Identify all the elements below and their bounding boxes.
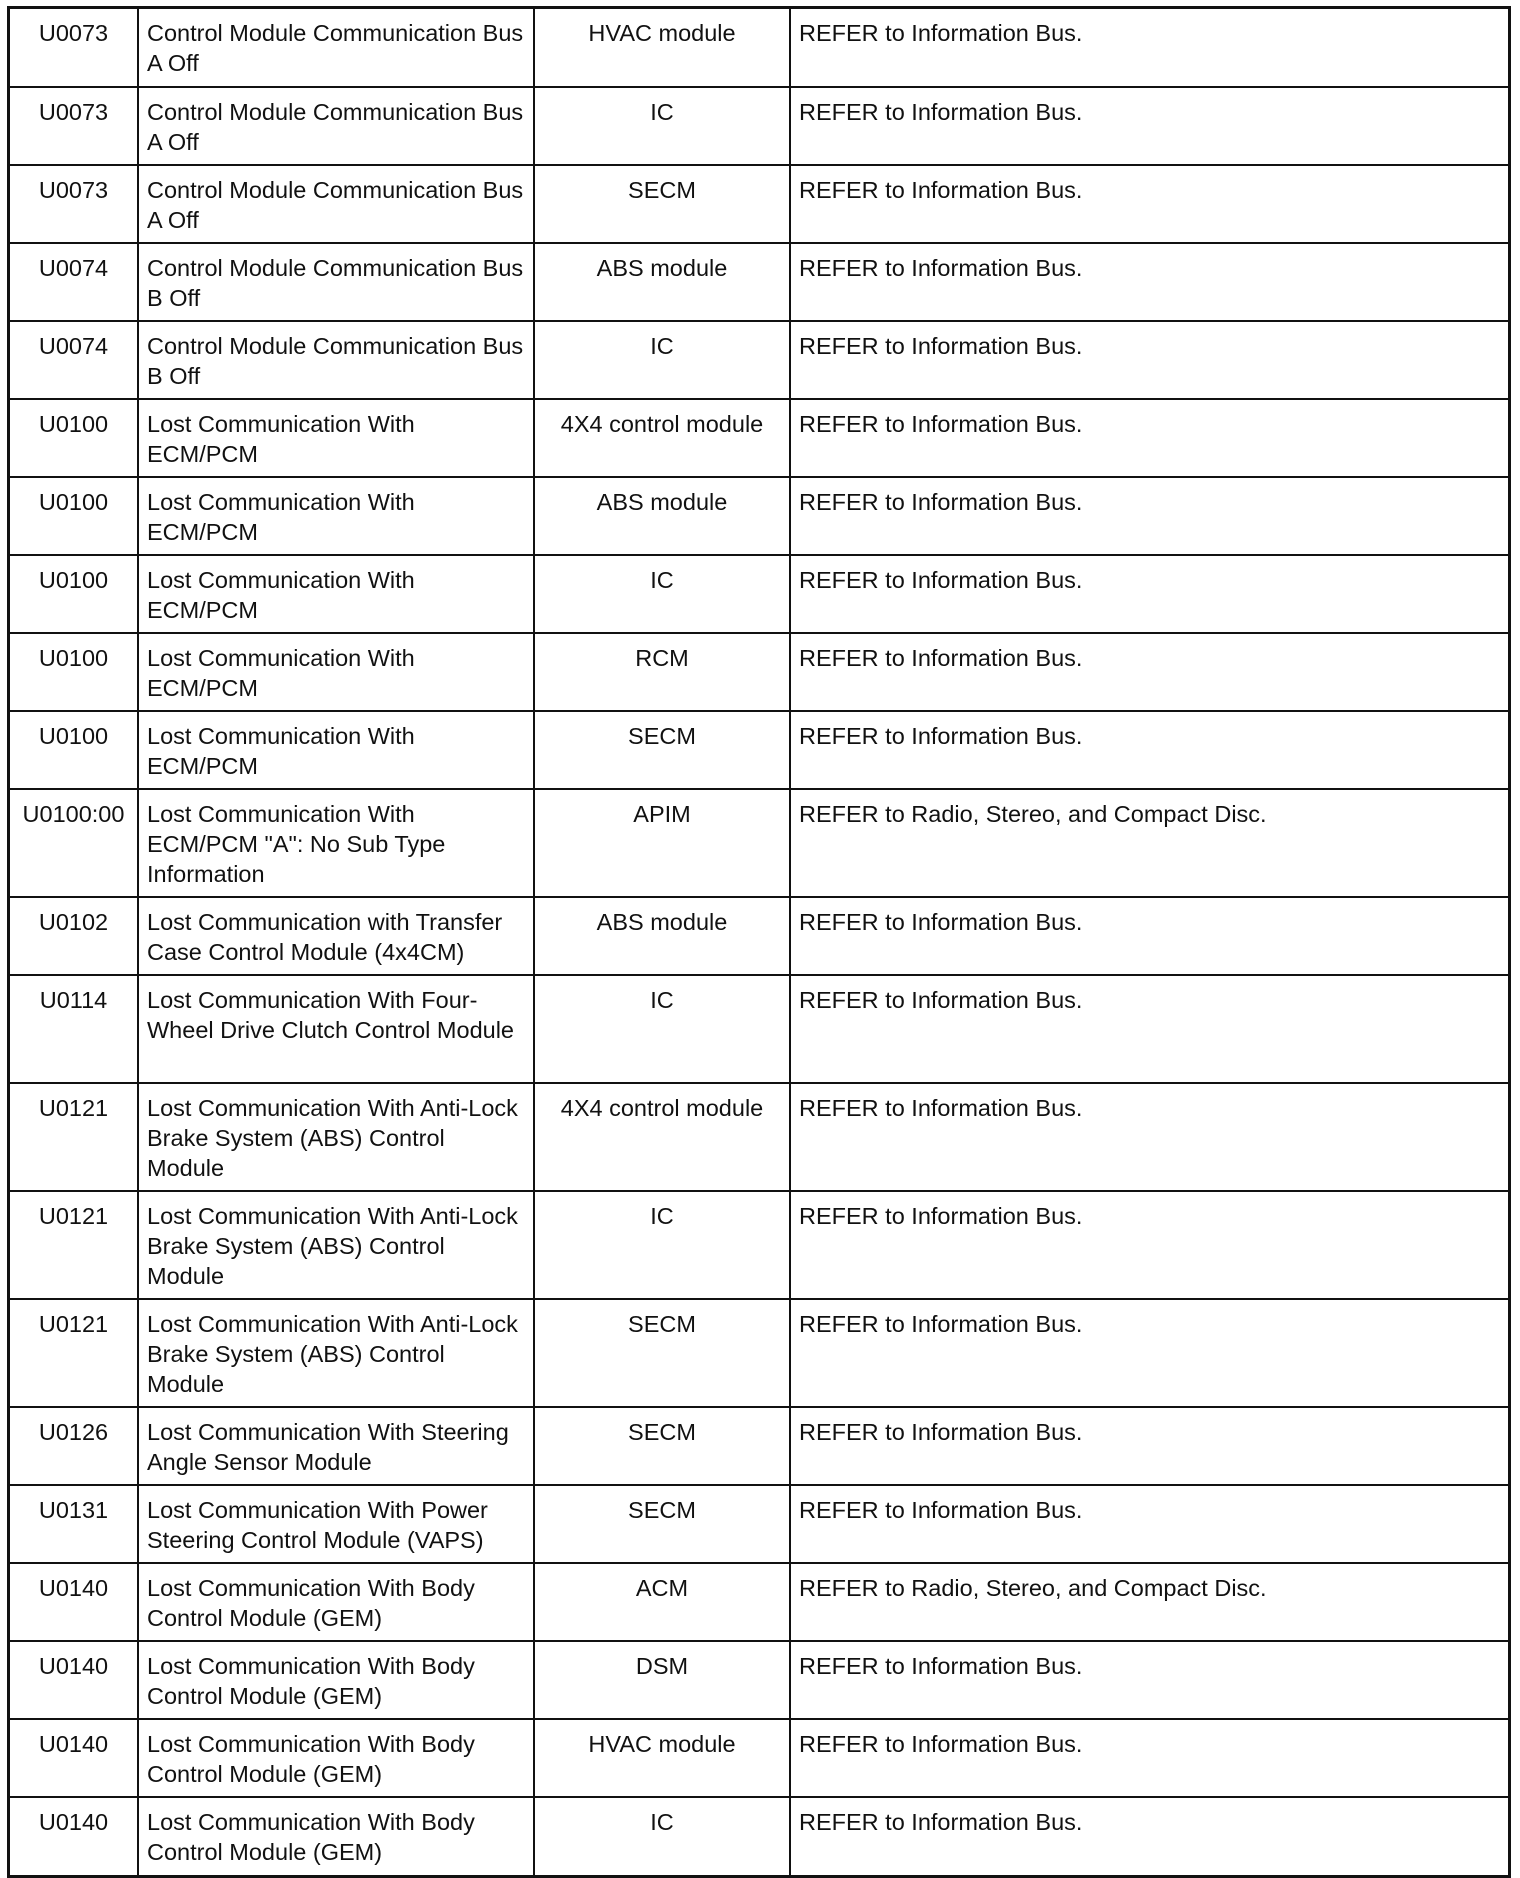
- table-row: [10, 399, 1508, 477]
- module-cell: IC: [534, 555, 790, 633]
- description-cell: Control Module Communication Bus B Off: [138, 243, 534, 321]
- action-cell: REFER to Information Bus.: [790, 633, 1508, 711]
- dtc-code-cell: U0100: [10, 633, 138, 711]
- dtc-code-cell: U0140: [10, 1719, 138, 1797]
- action-cell: REFER to Information Bus.: [790, 477, 1508, 555]
- table-row: [10, 1719, 1508, 1797]
- action-cell: REFER to Information Bus.: [790, 9, 1508, 87]
- table-row: [10, 1083, 1508, 1191]
- module-cell: 4X4 control module: [534, 399, 790, 477]
- action-cell: REFER to Information Bus.: [790, 555, 1508, 633]
- dtc-code-cell: U0114: [10, 975, 138, 1083]
- description-cell: Lost Communication With Body Control Module (GEM): [138, 1719, 534, 1797]
- dtc-table: [10, 9, 1508, 1875]
- dtc-table-sheet: [7, 6, 1511, 1878]
- table-row: [10, 1299, 1508, 1407]
- dtc-code-cell: U0100: [10, 711, 138, 789]
- table-row: [10, 9, 1508, 87]
- dtc-code-cell: U0140: [10, 1797, 138, 1875]
- table-row: [10, 243, 1508, 321]
- action-cell: REFER to Information Bus.: [790, 1797, 1508, 1875]
- description-cell: Lost Communication With Anti-Lock Brake System (ABS) Control Module: [138, 1191, 534, 1299]
- description-cell: Lost Communication With ECM/PCM: [138, 399, 534, 477]
- table-row: [10, 1191, 1508, 1299]
- table-row: [10, 975, 1508, 1083]
- dtc-code-cell: U0121: [10, 1083, 138, 1191]
- table-row: [10, 477, 1508, 555]
- description-cell: Control Module Communication Bus A Off: [138, 87, 534, 165]
- description-cell: Lost Communication With ECM/PCM: [138, 477, 534, 555]
- description-cell: Lost Communication With Body Control Module (GEM): [138, 1641, 534, 1719]
- action-cell: REFER to Information Bus.: [790, 1641, 1508, 1719]
- module-cell: SECM: [534, 165, 790, 243]
- description-cell: Lost Communication With Power Steering Control Module (VAPS): [138, 1485, 534, 1563]
- description-cell: Lost Communication With Anti-Lock Brake System (ABS) Control Module: [138, 1299, 534, 1407]
- action-cell: REFER to Information Bus.: [790, 1407, 1508, 1485]
- module-cell: IC: [534, 975, 790, 1083]
- table-row: [10, 321, 1508, 399]
- description-cell: Lost Communication With Four-Wheel Drive Clutch Control Module: [138, 975, 534, 1083]
- action-cell: REFER to Information Bus.: [790, 1719, 1508, 1797]
- dtc-code-cell: U0100:00: [10, 789, 138, 897]
- description-cell: Control Module Communication Bus A Off: [138, 9, 534, 87]
- description-cell: Lost Communication With ECM/PCM: [138, 633, 534, 711]
- action-cell: REFER to Radio, Stereo, and Compact Disc.: [790, 789, 1508, 897]
- action-cell: REFER to Information Bus.: [790, 711, 1508, 789]
- dtc-code-cell: U0102: [10, 897, 138, 975]
- table-row: [10, 1485, 1508, 1563]
- table-row: [10, 1641, 1508, 1719]
- description-cell: Lost Communication with Transfer Case Control Module (4x4CM): [138, 897, 534, 975]
- table-row: [10, 1407, 1508, 1485]
- action-cell: REFER to Information Bus.: [790, 1485, 1508, 1563]
- action-cell: REFER to Information Bus.: [790, 87, 1508, 165]
- description-cell: Lost Communication With ECM/PCM: [138, 555, 534, 633]
- table-row: [10, 711, 1508, 789]
- module-cell: RCM: [534, 633, 790, 711]
- module-cell: APIM: [534, 789, 790, 897]
- action-cell: REFER to Information Bus.: [790, 399, 1508, 477]
- module-cell: ACM: [534, 1563, 790, 1641]
- dtc-code-cell: U0100: [10, 399, 138, 477]
- module-cell: ABS module: [534, 243, 790, 321]
- dtc-code-cell: U0073: [10, 165, 138, 243]
- action-cell: REFER to Information Bus.: [790, 243, 1508, 321]
- module-cell: ABS module: [534, 897, 790, 975]
- dtc-code-cell: U0131: [10, 1485, 138, 1563]
- dtc-code-cell: U0121: [10, 1191, 138, 1299]
- action-cell: REFER to Radio, Stereo, and Compact Disc.: [790, 1563, 1508, 1641]
- dtc-code-cell: U0121: [10, 1299, 138, 1407]
- action-cell: REFER to Information Bus.: [790, 321, 1508, 399]
- dtc-code-cell: U0126: [10, 1407, 138, 1485]
- dtc-code-cell: U0073: [10, 87, 138, 165]
- action-cell: REFER to Information Bus.: [790, 1191, 1508, 1299]
- description-cell: Lost Communication With ECM/PCM: [138, 711, 534, 789]
- module-cell: 4X4 control module: [534, 1083, 790, 1191]
- table-row: [10, 789, 1508, 897]
- dtc-code-cell: U0140: [10, 1563, 138, 1641]
- table-row: [10, 87, 1508, 165]
- description-cell: Lost Communication With Anti-Lock Brake System (ABS) Control Module: [138, 1083, 534, 1191]
- module-cell: SECM: [534, 1299, 790, 1407]
- dtc-code-cell: U0100: [10, 477, 138, 555]
- action-cell: REFER to Information Bus.: [790, 1299, 1508, 1407]
- action-cell: REFER to Information Bus.: [790, 165, 1508, 243]
- description-cell: Lost Communication With ECM/PCM "A": No Sub Type Information: [138, 789, 534, 897]
- dtc-code-cell: U0074: [10, 321, 138, 399]
- dtc-code-cell: U0074: [10, 243, 138, 321]
- module-cell: DSM: [534, 1641, 790, 1719]
- module-cell: ABS module: [534, 477, 790, 555]
- table-row: [10, 1563, 1508, 1641]
- table-row: [10, 897, 1508, 975]
- description-cell: Lost Communication With Body Control Module (GEM): [138, 1563, 534, 1641]
- action-cell: REFER to Information Bus.: [790, 975, 1508, 1083]
- module-cell: SECM: [534, 1485, 790, 1563]
- module-cell: IC: [534, 87, 790, 165]
- description-cell: Control Module Communication Bus A Off: [138, 165, 534, 243]
- module-cell: SECM: [534, 1407, 790, 1485]
- table-row: [10, 555, 1508, 633]
- module-cell: HVAC module: [534, 9, 790, 87]
- table-row: [10, 1797, 1508, 1875]
- description-cell: Control Module Communication Bus B Off: [138, 321, 534, 399]
- table-row: [10, 165, 1508, 243]
- description-cell: Lost Communication With Body Control Module (GEM): [138, 1797, 534, 1875]
- module-cell: HVAC module: [534, 1719, 790, 1797]
- module-cell: IC: [534, 321, 790, 399]
- dtc-code-cell: U0073: [10, 9, 138, 87]
- action-cell: REFER to Information Bus.: [790, 1083, 1508, 1191]
- action-cell: REFER to Information Bus.: [790, 897, 1508, 975]
- description-cell: Lost Communication With Steering Angle Sensor Module: [138, 1407, 534, 1485]
- dtc-code-cell: U0140: [10, 1641, 138, 1719]
- module-cell: IC: [534, 1191, 790, 1299]
- module-cell: IC: [534, 1797, 790, 1875]
- dtc-code-cell: U0100: [10, 555, 138, 633]
- table-row: [10, 633, 1508, 711]
- module-cell: SECM: [534, 711, 790, 789]
